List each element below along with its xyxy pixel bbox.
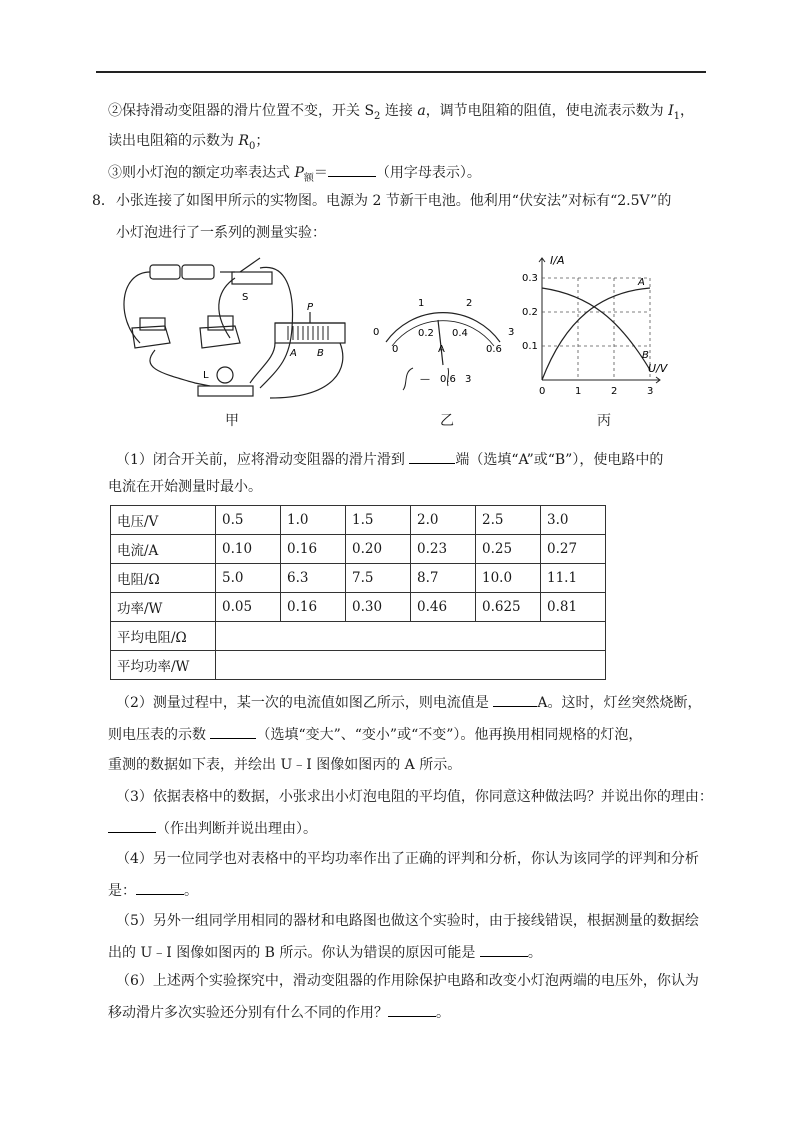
table-row: [111, 593, 606, 622]
table-cell: 0.27: [541, 535, 606, 564]
top-scale-2: 2: [466, 298, 473, 309]
part4-line1: （4）另一位同学也对表格中的平均功率作出了正确的评判和分析，你认为该同学的评判和分析: [116, 851, 699, 867]
part4-line2: 是： 。: [108, 880, 198, 900]
ytick-02: 0.2: [522, 307, 538, 318]
ytick-03: 0.3: [522, 273, 538, 284]
xtick-1: 1: [575, 386, 582, 397]
part1-line1: （1）闭合开关前，应将滑动变阻器的滑片滑到 端（选填“A”或“B”），使电路中的: [116, 449, 663, 469]
ytick-01: 0.1: [522, 341, 538, 352]
part2-line2: 则电压表的示数 （选填“变大”、“变小”或“不变”）。他再换用相同规格的灯泡，: [108, 724, 642, 744]
answer-blank[interactable]: [136, 880, 184, 895]
table-cell: 10.0: [476, 564, 541, 593]
curve-a-label: A: [638, 277, 645, 288]
row-label: 电阻/Ω: [111, 564, 216, 593]
header-rule: [96, 71, 706, 73]
q8-intro-line2: 小灯泡进行了一系列的测量实验：: [116, 225, 326, 241]
table-cell: 0.16: [281, 593, 346, 622]
table-cell: 2.5: [476, 506, 541, 535]
q8-intro-line1: 小张连接了如图甲所示的实物图。电源为 2 节新干电池。他利用“伏安法”对标有“2.5V”的: [116, 193, 672, 209]
row-label: 平均电阻/Ω: [111, 622, 216, 651]
ammeter-dial-figure: [368, 290, 518, 395]
slider-label: P: [307, 302, 314, 313]
part1-line2: 电流在开始测量时最小。: [108, 479, 262, 495]
table-cell: 0.81: [541, 593, 606, 622]
answer-blank[interactable]: [328, 162, 376, 177]
answer-blank[interactable]: [388, 1002, 436, 1017]
data-table: [110, 505, 606, 680]
part3-line2: （作出判断并说出理由）。: [108, 818, 317, 838]
table-cell: 0.25: [476, 535, 541, 564]
answer-blank[interactable]: [210, 724, 256, 739]
table-cell: 0.20: [346, 535, 411, 564]
part2-line1: （2）测量过程中，某一次的电流值如图乙所示，则电流值是 A。这时，灯丝突然烧断，: [116, 692, 701, 712]
graph-ylabel: I/A: [550, 254, 565, 267]
step2-line2: 读出电阻箱的示数为 $R_0$；: [108, 133, 270, 152]
terminal-b-label: B: [317, 348, 324, 359]
table-cell: 3.0: [541, 506, 606, 535]
circuit-figure: [110, 248, 360, 418]
xtick-3: 3: [647, 386, 654, 397]
top-scale-1: 1: [418, 298, 425, 309]
table-cell: 6.3: [281, 564, 346, 593]
table-cell: 8.7: [411, 564, 476, 593]
xtick-2: 2: [611, 386, 618, 397]
table-cell: 0.30: [346, 593, 411, 622]
graph-xlabel: U/V: [648, 362, 668, 375]
row-label: 电流/A: [111, 535, 216, 564]
table-cell: 5.0: [216, 564, 281, 593]
top-scale-0: 0: [373, 327, 380, 338]
table-row: [111, 535, 606, 564]
table-cell: 0.16: [281, 535, 346, 564]
terminal-minus: —: [420, 374, 430, 385]
ammeter-unit: A: [438, 344, 445, 355]
lamp-label: L: [203, 370, 209, 381]
answer-blank[interactable]: [493, 692, 537, 707]
row-label: 电压/V: [111, 506, 216, 535]
answer-blank[interactable]: [409, 449, 455, 464]
row-label: 平均功率/W: [111, 651, 216, 680]
part5-line1: （5）另外一组同学用相同的器材和电路图也做这个实验时，由于接线错误，根据测量的数据绘: [116, 913, 699, 929]
question-number: 8．: [92, 193, 115, 209]
terminal-3: 3: [465, 374, 472, 385]
table-cell: 0.23: [411, 535, 476, 564]
table-cell: 7.5: [346, 564, 411, 593]
table-cell: 0.10: [216, 535, 281, 564]
avg-resistance-cell[interactable]: [216, 622, 606, 651]
table-cell: 0.05: [216, 593, 281, 622]
table-cell: 1.0: [281, 506, 346, 535]
step3-line: ③则小灯泡的额定功率表达式 $P_额=$ （用字母表示）。: [108, 162, 481, 188]
top-scale-3: 3: [508, 327, 515, 338]
bottom-scale-0: 0: [392, 344, 399, 355]
bottom-scale-06: 0.6: [486, 344, 502, 355]
table-row: [111, 564, 606, 593]
avg-power-cell[interactable]: [216, 651, 606, 680]
table-row: [111, 622, 606, 651]
part3-line1: （3）依据表格中的数据，小张求出小灯泡电阻的平均值，你同意这种做法吗？并说出你的理由：: [116, 789, 713, 805]
figure-jia-label: 甲: [225, 413, 239, 429]
curve-b-label: B: [642, 350, 649, 361]
part6-line2: 移动滑片多次实验还分别有什么不同的作用？ 。: [108, 1002, 450, 1022]
iu-graph-figure: [520, 250, 670, 400]
figure-bing-label: 丙: [597, 413, 611, 429]
table-row: [111, 506, 606, 535]
answer-blank[interactable]: [480, 942, 528, 957]
step2-line1: ②保持滑动变阻器的滑片位置不变，开关 $S_2$ 连接 a，调节电阻箱的阻值，使电流表示数为 $I_1$，: [108, 103, 695, 122]
part5-line2: 出的 U﹣I 图像如图丙的 B 所示。你认为错误的原因可能是 。: [108, 942, 542, 962]
table-cell: 1.5: [346, 506, 411, 535]
switch-label: S: [242, 292, 249, 303]
terminal-a-label: A: [290, 348, 297, 359]
xtick-0: 0: [539, 386, 546, 397]
table-cell: 0.5: [216, 506, 281, 535]
table-row: [111, 651, 606, 680]
terminal-06: 0.6: [440, 374, 456, 385]
table-cell: 11.1: [541, 564, 606, 593]
bottom-scale-04: 0.4: [452, 328, 468, 339]
part2-line3: 重测的数据如下表，并绘出 U﹣I 图像如图丙的 A 所示。: [108, 757, 462, 773]
figure-yi-label: 乙: [440, 413, 454, 429]
part6-line1: （6）上述两个实验探究中，滑动变阻器的作用除保护电路和改变小灯泡两端的电压外，你认为: [116, 973, 699, 989]
table-cell: 0.625: [476, 593, 541, 622]
table-cell: 0.46: [411, 593, 476, 622]
table-cell: 2.0: [411, 506, 476, 535]
row-label: 功率/W: [111, 593, 216, 622]
answer-blank[interactable]: [108, 818, 156, 833]
bottom-scale-02: 0.2: [418, 328, 434, 339]
